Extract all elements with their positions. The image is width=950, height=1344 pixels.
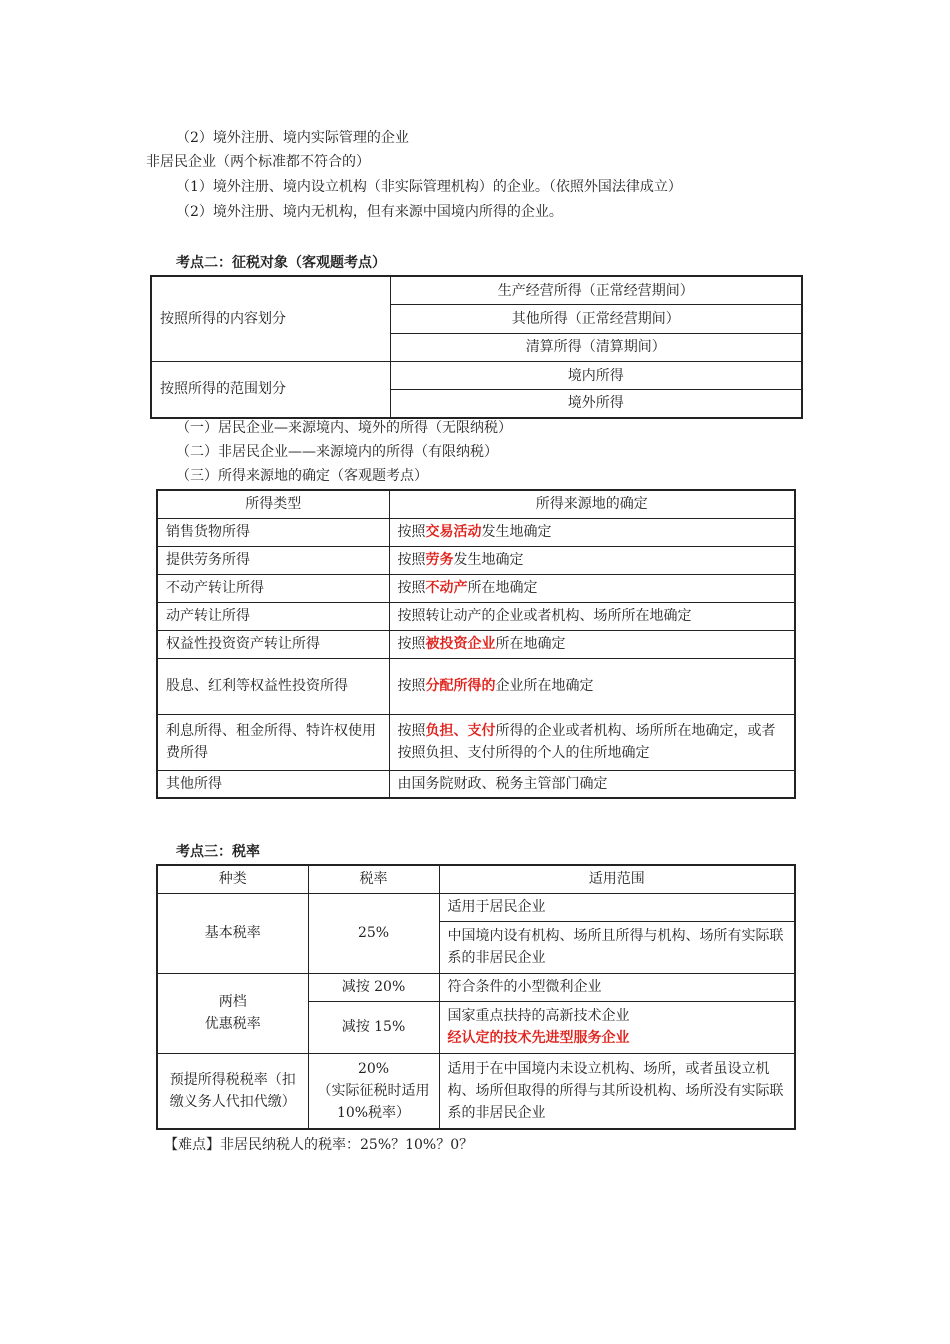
- intro-line-1: （2）境外注册、境内实际管理的企业: [176, 130, 409, 146]
- source-rule: 按照负担、支付所得的企业或者机构、场所所在地确定，或者按照负担、支付所得的个人的住所地确定: [389, 714, 795, 770]
- content-division-label: 按照所得的内容划分: [151, 276, 390, 362]
- basic-rate-value: 25%: [308, 893, 439, 973]
- basic-scope-resident: 适用于居民企业: [439, 893, 795, 921]
- highlight: 分配所得的: [425, 678, 496, 694]
- taxation-object-table: [150, 275, 803, 419]
- income-source-table: [156, 489, 796, 799]
- withholding-rate-value: 20% （实际征税时适用 10%税率）: [308, 1053, 439, 1129]
- preferential-rate-label: 两档 优惠税率: [157, 973, 308, 1053]
- highlight: 不动产: [425, 580, 468, 596]
- difficulty-note: 【难点】非居民纳税人的税率：25%？10%？0？: [164, 1137, 474, 1153]
- scope-division-label: 按照所得的范围划分: [151, 362, 390, 418]
- source-rule: 按照分配所得的企业所在地确定: [389, 658, 795, 714]
- withholding-rate-label: 预提所得税税率（扣缴义务人代扣代缴）: [157, 1053, 308, 1129]
- source-rule: 按照交易活动发生地确定: [389, 518, 795, 546]
- note-2: （二）非居民企业——来源境内的所得（有限纳税）: [176, 444, 498, 460]
- income-type: 利息所得、租金所得、特许权使用费所得: [157, 714, 389, 770]
- income-type: 不动产转让所得: [157, 574, 389, 602]
- highlight: 劳务: [425, 552, 454, 568]
- basic-scope-nonresident: 中国境内设有机构、场所且所得与机构、场所有实际联系的非居民企业: [439, 921, 795, 973]
- note-1: （一）居民企业—来源境内、境外的所得（无限纳税）: [176, 420, 512, 436]
- header-rate: 税率: [308, 865, 439, 893]
- preferential-scope-tech: 国家重点扶持的高新技术企业 经认定的技术先进型服务企业: [439, 1001, 795, 1053]
- income-type: 销售货物所得: [157, 518, 389, 546]
- tax-rate-table: [156, 864, 796, 1130]
- income-type: 动产转让所得: [157, 602, 389, 630]
- section2-heading: 考点二：征税对象（客观题考点）: [176, 255, 386, 271]
- note-3: （三）所得来源地的确定（客观题考点）: [176, 468, 428, 484]
- header-income-type: 所得类型: [157, 490, 389, 518]
- income-type: 提供劳务所得: [157, 546, 389, 574]
- source-rule: 按照劳务发生地确定: [389, 546, 795, 574]
- highlight: 经认定的技术先进型服务企业: [447, 1030, 630, 1046]
- source-rule: 按照不动产所在地确定: [389, 574, 795, 602]
- highlight: 被投资企业: [425, 636, 496, 652]
- scope-item: 境内所得: [390, 362, 802, 390]
- basic-rate-label: 基本税率: [157, 893, 308, 973]
- intro-line-3: （1）境外注册、境内设立机构（非实际管理机构）的企业。（依照外国法律成立）: [176, 179, 682, 195]
- content-item: 其他所得（正常经营期间）: [390, 305, 802, 334]
- source-rule: 按照转让动产的企业或者机构、场所所在地确定: [389, 602, 795, 630]
- income-type: 股息、红利等权益性投资所得: [157, 658, 389, 714]
- withholding-scope: 适用于在中国境内未设立机构、场所，或者虽设立机构、场所但取得的所得与其所设机构、场所没有实际联系的非居民企业: [439, 1053, 795, 1129]
- content-item: 清算所得（清算期间）: [390, 333, 802, 362]
- preferential-rate-15: 减按 15%: [308, 1001, 439, 1053]
- content-item: 生产经营所得（正常经营期间）: [390, 276, 802, 305]
- source-rule: 按照被投资企业所在地确定: [389, 630, 795, 658]
- income-type: 权益性投资资产转让所得: [157, 630, 389, 658]
- header-scope: 适用范围: [439, 865, 795, 893]
- header-source-determination: 所得来源地的确定: [389, 490, 795, 518]
- scope-item: 境外所得: [390, 390, 802, 418]
- preferential-rate-20: 减按 20%: [308, 973, 439, 1001]
- header-category: 种类: [157, 865, 308, 893]
- section3-heading: 考点三：税率: [176, 844, 260, 860]
- highlight: 负担、支付: [425, 723, 496, 739]
- income-type: 其他所得: [157, 770, 389, 798]
- intro-line-4: （2）境外注册、境内无机构，但有来源中国境内所得的企业。: [176, 204, 563, 220]
- highlight: 交易活动: [425, 524, 482, 540]
- preferential-scope-small: 符合条件的小型微利企业: [439, 973, 795, 1001]
- intro-line-2: 非居民企业（两个标准都不符合的）: [146, 154, 370, 170]
- source-rule: 由国务院财政、税务主管部门确定: [389, 770, 795, 798]
